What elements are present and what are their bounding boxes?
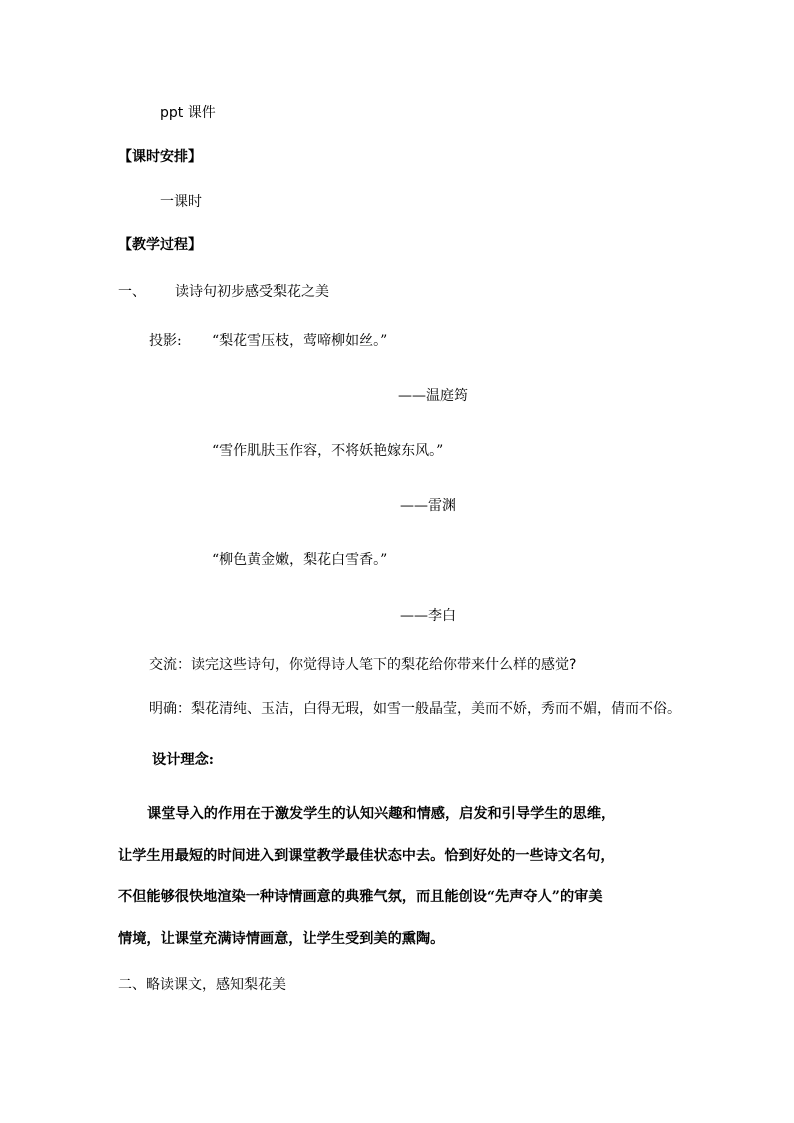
poem-author: ——李白 — [400, 608, 456, 624]
part2-title: 二、略读课文，感知梨花美 — [118, 977, 286, 993]
part1-number: 一、 — [118, 284, 146, 300]
projection-label: 投影: — [149, 333, 182, 349]
exchange-question: 交流：读完这些诗句，你觉得诗人笔下的梨花给你带来什么样的感觉? — [149, 657, 577, 673]
schedule-heading: 【课时安排】 — [118, 149, 202, 165]
design-paragraph-line: 让学生用最短的时间进入到课堂教学最佳状态中去。恰到好处的一些诗文名句， — [118, 848, 615, 864]
poem-author: ——温庭筠 — [398, 388, 468, 404]
part1-title: 读诗句初步感受梨花之美 — [175, 284, 329, 300]
poem-line: “柳色黄金嫩，梨花白雪香。” — [212, 552, 388, 568]
poem-line: “梨花雪压枝，莺啼柳如丝。” — [212, 333, 388, 349]
design-paragraph-line: 课堂导入的作用在于激发学生的认知兴趣和情感，启发和引导学生的思维， — [147, 806, 616, 822]
clarify-answer: 明确：梨花清纯、玉洁，白得无瑕，如雪一般晶莹，美而不娇，秀而不媚，倩而不俗。 — [149, 701, 681, 717]
poem-line: “雪作肌肤玉作容，不将妖艳嫁东风。” — [212, 443, 444, 459]
materials-ppt: ppt 课件 — [160, 105, 216, 121]
poem-author: ——雷渊 — [400, 498, 456, 514]
schedule-value: 一课时 — [160, 194, 202, 210]
design-paragraph-line: 不但能够很快地渲染一种诗情画意的典雅气氛，而且能创设“先声夺人”的审美 — [118, 889, 603, 905]
process-heading: 【教学过程】 — [118, 237, 202, 253]
design-paragraph-line: 情境，让课堂充满诗情画意，让学生受到美的熏陶。 — [118, 931, 445, 947]
design-heading: 设计理念: — [152, 752, 214, 768]
